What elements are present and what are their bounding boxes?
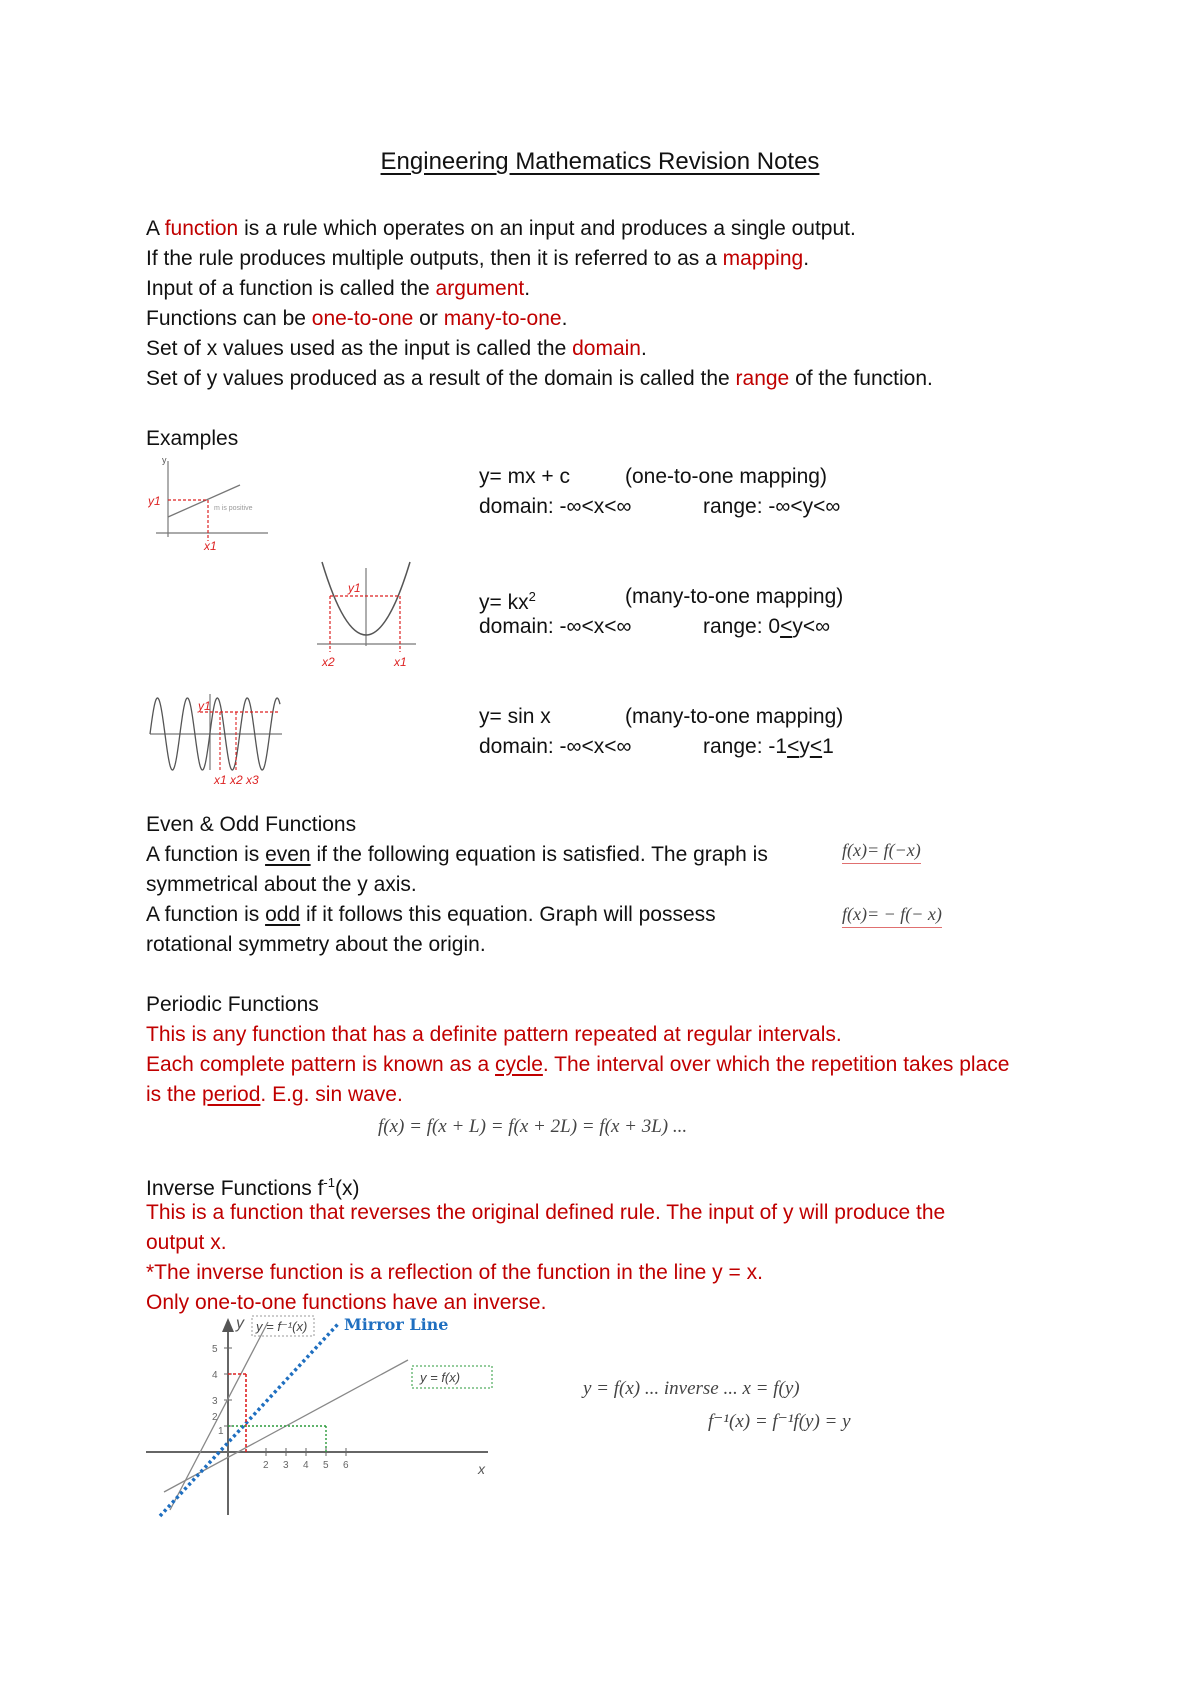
inv-x-axis-label: x	[478, 1461, 485, 1477]
x-tick-2: 2	[263, 1460, 269, 1471]
example-1-equation: y= mx + c	[479, 465, 571, 488]
fig1-note: m is positive	[214, 505, 253, 512]
y-tick-1: 1	[218, 1426, 224, 1437]
example-2-domain: domain: -∞<x<∞	[479, 615, 632, 638]
term-function: function	[164, 217, 239, 240]
odd-line-1: A function is odd if it follows this equation. Graph will possess	[146, 903, 716, 926]
inverse-graph-figure	[140, 1310, 500, 1520]
page-title: Engineering Mathematics Revision Notes	[380, 148, 820, 175]
even-line-2: symmetrical about the y axis.	[146, 873, 417, 896]
term-range: range	[735, 367, 790, 390]
term-domain: domain	[572, 337, 641, 360]
intro-line-2: If the rule produces multiple outputs, then it is referred to as a mapping.	[146, 247, 810, 270]
x-tick-4: 4	[303, 1460, 309, 1471]
inv-y-axis-label: y	[236, 1315, 244, 1332]
term-many-to-one: many-to-one	[443, 307, 562, 330]
term-argument: argument	[435, 277, 525, 300]
inverse-line-2: output x.	[146, 1231, 227, 1254]
even-formula: f(x)= f(−x)	[842, 840, 921, 864]
periodic-heading: Periodic Functions	[146, 993, 319, 1016]
y-tick-4: 4	[212, 1370, 218, 1381]
y-tick-2: 2	[212, 1412, 218, 1423]
even-line-1: A function is even if the following equation is satisfied. The graph is	[146, 843, 768, 866]
example-2-type: (many-to-one mapping)	[625, 585, 844, 608]
intro-line-1: A function is a rule which operates on an input and produces a single output.	[146, 217, 856, 240]
example-3-equation: y= sin x	[479, 705, 551, 728]
term-mapping: mapping	[722, 247, 804, 270]
fig2-x1-label: x1	[394, 655, 407, 669]
y-tick-3: 3	[212, 1396, 218, 1407]
intro-line-3: Input of a function is called the argument.	[146, 277, 531, 300]
fig2-y1-label: y1	[348, 581, 361, 595]
inverse-formula-1: y = f(x) ... inverse ... x = f(y)	[583, 1378, 800, 1399]
example-3-domain: domain: -∞<x<∞	[479, 735, 632, 758]
term-even: even	[265, 843, 311, 866]
example-1-range: range: -∞<y<∞	[703, 495, 841, 518]
term-period: period	[202, 1083, 261, 1106]
linear-graph-figure	[148, 455, 273, 551]
odd-line-2: rotational symmetry about the origin.	[146, 933, 486, 956]
example-3-type: (many-to-one mapping)	[625, 705, 844, 728]
periodic-line-3: is the period. E.g. sin wave.	[146, 1083, 403, 1106]
term-one-to-one: one-to-one	[311, 307, 414, 330]
term-odd: odd	[265, 903, 301, 926]
intro-line-5: Set of x values used as the input is called the domain.	[146, 337, 647, 360]
example-1-type: (one-to-one mapping)	[625, 465, 827, 488]
x-tick-6: 6	[343, 1460, 349, 1471]
fig3-x-labels: x1 x2 x3	[214, 773, 259, 786]
inverse-heading: Inverse Functions $f^{-1}(x)$	[146, 1175, 360, 1200]
parabola-graph-figure	[312, 558, 422, 670]
examples-heading: Examples	[146, 427, 239, 450]
x-tick-5: 5	[323, 1460, 329, 1471]
fig1-y1-label: y1	[148, 494, 161, 508]
odd-formula: f(x)= − f(− x)	[842, 904, 942, 928]
inverse-formula-2: f⁻¹(x) = f⁻¹f(y) = y	[708, 1411, 851, 1432]
intro-line-6: Set of y values produced as a result of the domain is called the range of the function.	[146, 367, 933, 390]
example-1-domain: domain: -∞<x<∞	[479, 495, 632, 518]
fig3-y1-label: y1	[198, 699, 211, 713]
inverse-function-label: y = f⁻¹(x)	[256, 1319, 308, 1334]
term-cycle: cycle	[495, 1053, 543, 1076]
example-2-equation: $y= kx^2$	[479, 589, 536, 614]
fig2-x2-label: x2	[322, 655, 335, 669]
inverse-line-3: *The inverse function is a reflection of the function in the line y = x.	[146, 1261, 763, 1284]
function-label: y = f(x)	[420, 1370, 461, 1385]
inverse-line-1: This is a function that reverses the original defined rule. The input of y will produce the	[146, 1201, 946, 1224]
example-3-range: range: -1<y<1	[703, 735, 834, 758]
inverse-line-4: Only one-to-one functions have an inverse.	[146, 1291, 547, 1314]
periodic-line-2: Each complete pattern is known as a cycle. The interval over which the repetition takes place	[146, 1053, 1010, 1076]
even-odd-heading: Even & Odd Functions	[146, 813, 357, 836]
fig1-x1-label: x1	[204, 539, 217, 551]
example-2-range: range: 0<y<∞	[703, 615, 831, 638]
y-tick-5: 5	[212, 1344, 218, 1355]
fig1-y-label: y	[162, 455, 167, 465]
sine-graph-figure	[148, 690, 284, 786]
x-tick-3: 3	[283, 1460, 289, 1471]
intro-line-4: Functions can be one-to-one or many-to-one.	[146, 307, 568, 330]
mirror-line-label: Mirror Line	[344, 1315, 449, 1334]
periodic-formula: f(x) = f(x + L) = f(x + 2L) = f(x + 3L) ...	[378, 1116, 688, 1137]
periodic-line-1: This is any function that has a definite pattern repeated at regular intervals.	[146, 1023, 842, 1046]
